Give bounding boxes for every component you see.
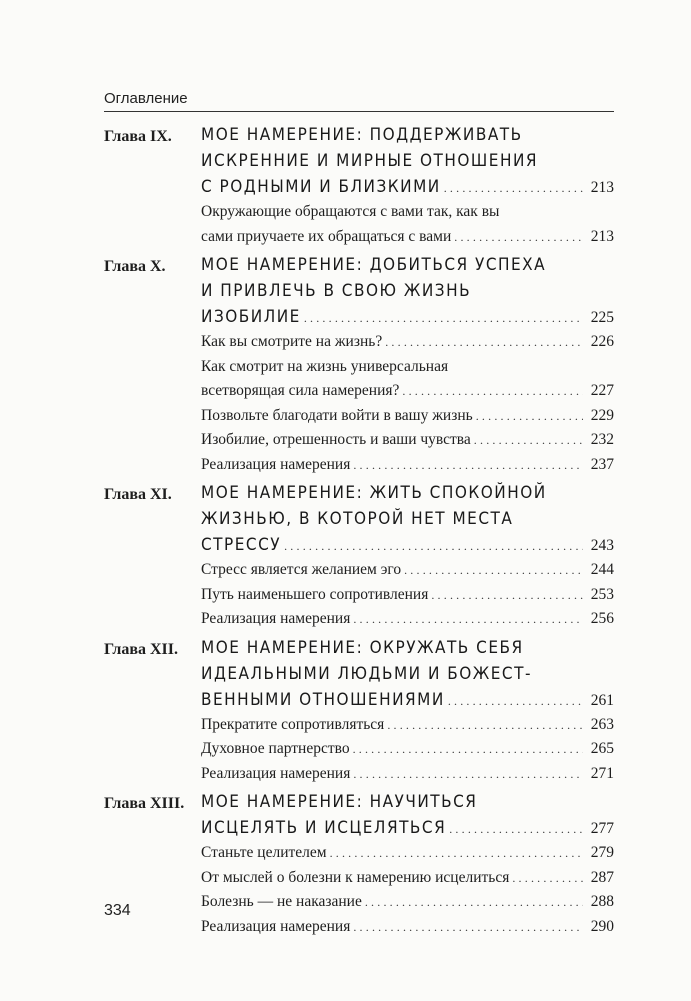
toc-entry-line: [201, 607, 614, 632]
toc-entry-text: всетворящая сила намерения?: [201, 382, 400, 399]
chapter-title-line: [201, 304, 614, 330]
toc-entry-page-number: 244: [590, 561, 614, 578]
dot-leader: [385, 330, 583, 355]
toc-entry-page-number: 256: [590, 610, 614, 627]
toc-entry-line: [201, 890, 614, 915]
toc-entry-page-number: 253: [590, 585, 614, 603]
toc-entry-page-number: 279: [590, 844, 614, 861]
chapter-title-line: [201, 687, 614, 713]
toc-chapter: [104, 252, 614, 477]
chapter-title-text: ИСЦЕЛЯТЬ И ИСЦЕЛЯТЬСЯ: [201, 818, 447, 838]
toc-entry-page-number: 287: [590, 868, 614, 886]
toc-entry-page-number: 213: [590, 227, 614, 245]
dot-leader: [449, 816, 583, 842]
chapter-title-text: ВЕННЫМИ ОТНОШЕНИЯМИ: [201, 689, 445, 710]
chapter-number: Глава IX.: [104, 128, 172, 145]
toc-entry-text: От мыслей о болезни к намерению исцелиться: [201, 868, 510, 886]
page-number: 334: [104, 902, 131, 919]
chapter-number: Глава X.: [104, 258, 166, 275]
dot-leader: [353, 453, 583, 478]
toc-entry-text: Реализация намерения: [201, 917, 351, 935]
chapter-page-number: 225: [590, 309, 614, 326]
dot-leader: [476, 404, 583, 429]
dot-leader: [353, 607, 583, 632]
chapter-title-line: [201, 635, 614, 661]
dot-leader: [387, 713, 583, 738]
toc-entry-page-number: 226: [590, 333, 614, 350]
table-of-contents: [104, 122, 614, 942]
chapter-title-text: ИСКРЕННИЕ И МИРНЫЕ ОТНОШЕНИЯ: [201, 151, 539, 171]
chapter-title-text: СТРЕССУ: [201, 535, 282, 555]
dot-leader: [404, 558, 583, 583]
chapter-page-number: 243: [590, 537, 614, 554]
toc-entry-text: Духовное партнерство: [201, 740, 350, 757]
toc-chapter: [104, 789, 614, 939]
chapter-title-line: [201, 506, 614, 532]
toc-entry-page-number: 237: [590, 455, 614, 473]
chapter-title-text: МОЕ НАМЕРЕНИЕ: ЖИТЬ СПОКОЙНОЙ: [201, 483, 547, 503]
toc-entry-line: [201, 330, 614, 355]
toc-entry-line: [201, 225, 614, 250]
toc-entry-text: Путь наименьшего сопротивления: [201, 585, 429, 603]
toc-entry-line: [201, 866, 614, 891]
chapter-title-line: [201, 661, 614, 687]
dot-leader: [448, 688, 583, 714]
toc-entry-line: [201, 713, 614, 738]
chapter-title-line: [201, 122, 614, 148]
dot-leader: [365, 890, 583, 915]
toc-entry-page-number: 288: [590, 893, 614, 910]
dot-leader: [512, 866, 583, 891]
toc-entry-line: [201, 355, 614, 380]
chapter-page-number: 277: [590, 820, 614, 837]
toc-entry-text: Окружающие обращаются с вами так, как вы: [201, 203, 500, 220]
toc-entry-page-number: 265: [590, 740, 614, 757]
toc-entry-page-number: 232: [590, 431, 614, 448]
toc-entry-page-number: 263: [590, 715, 614, 733]
toc-entry-line: [201, 404, 614, 429]
chapter-title-line: [201, 815, 614, 841]
toc-entry-text: Стресс является желанием эго: [201, 561, 402, 578]
dot-leader: [474, 428, 583, 453]
chapter-title-text: С РОДНЫМИ И БЛИЗКИМИ: [201, 177, 441, 197]
chapter-title-text: И ПРИВЛЕЧЬ В СВОЮ ЖИЗНЬ: [201, 281, 472, 301]
chapter-title-text: ИЗОБИЛИЕ: [201, 307, 301, 327]
running-header: Оглавление: [104, 90, 188, 107]
chapter-title-line: [201, 174, 614, 200]
toc-entry-line: [201, 428, 614, 453]
dot-leader: [444, 175, 583, 201]
toc-chapter: [104, 480, 614, 632]
dot-leader: [431, 583, 583, 608]
chapter-page-number: 213: [590, 179, 614, 196]
dot-leader: [353, 737, 583, 762]
toc-entry-page-number: 229: [590, 406, 614, 424]
chapter-title-text: МОЕ НАМЕРЕНИЕ: ДОБИТЬСЯ УСПЕХА: [201, 255, 547, 275]
toc-entry-line: [201, 737, 614, 762]
toc-entry-text: Реализация намерения: [201, 610, 351, 627]
toc-entry-text: сами приучаете их обращаться с вами: [201, 227, 452, 245]
dot-leader: [353, 915, 583, 940]
chapter-title-line: [201, 480, 614, 506]
chapter-number: Глава XIII.: [104, 795, 185, 812]
chapter-number: Глава XII.: [104, 640, 178, 658]
toc-chapter: [104, 635, 614, 787]
toc-entry-line: [201, 200, 614, 225]
toc-entry-line: [201, 453, 614, 478]
toc-chapter: [104, 122, 614, 249]
toc-entry-text: Реализация намерения: [201, 764, 351, 782]
toc-entry-text: Как смотрит на жизнь универсальная: [201, 357, 449, 375]
toc-entry-line: [201, 762, 614, 787]
chapter-title-text: ИДЕАЛЬНЫМИ ЛЮДЬМИ И БОЖЕСТ-: [201, 663, 532, 684]
toc-entry-line: [201, 558, 614, 583]
toc-entry-text: Болезнь — не наказание: [201, 893, 362, 910]
dot-leader: [304, 305, 583, 331]
chapter-title-text: ЖИЗНЬЮ, В КОТОРОЙ НЕТ МЕСТА: [201, 509, 514, 529]
toc-entry-line: [201, 583, 614, 608]
chapter-title-line: [201, 789, 614, 815]
toc-entry-page-number: 290: [590, 917, 614, 935]
chapter-title-text: МОЕ НАМЕРЕНИЕ: НАУЧИТЬСЯ: [201, 792, 478, 812]
chapter-title-text: МОЕ НАМЕРЕНИЕ: ОКРУЖАТЬ СЕБЯ: [201, 637, 524, 658]
toc-entry-page-number: 271: [590, 764, 614, 782]
dot-leader: [284, 533, 583, 559]
chapter-title-text: МОЕ НАМЕРЕНИЕ: ПОДДЕРЖИВАТЬ: [201, 125, 523, 145]
toc-entry-text: Реализация намерения: [201, 455, 351, 473]
chapter-number: Глава XI.: [104, 486, 172, 503]
toc-entry-line: [201, 915, 614, 940]
dot-leader: [402, 379, 583, 404]
dot-leader: [454, 225, 583, 250]
dot-leader: [330, 841, 583, 866]
chapter-title-line: [201, 148, 614, 174]
chapter-title-line: [201, 252, 614, 278]
chapter-title-line: [201, 278, 614, 304]
toc-entry-text: Изобилие, отрешенность и ваши чувства: [201, 431, 471, 448]
toc-entry-text: Станьте целителем: [201, 844, 327, 861]
chapter-page-number: 261: [590, 691, 614, 709]
chapter-title-line: [201, 532, 614, 558]
header-rule: [104, 111, 614, 112]
toc-entry-page-number: 227: [590, 382, 614, 399]
toc-entry-line: [201, 379, 614, 404]
toc-entry-text: Позвольте благодати войти в вашу жизнь: [201, 406, 473, 424]
toc-entry-text: Как вы смотрите на жизнь?: [201, 333, 383, 350]
toc-entry-line: [201, 841, 614, 866]
toc-entry-text: Прекратите сопротивляться: [201, 715, 385, 733]
dot-leader: [353, 762, 583, 787]
